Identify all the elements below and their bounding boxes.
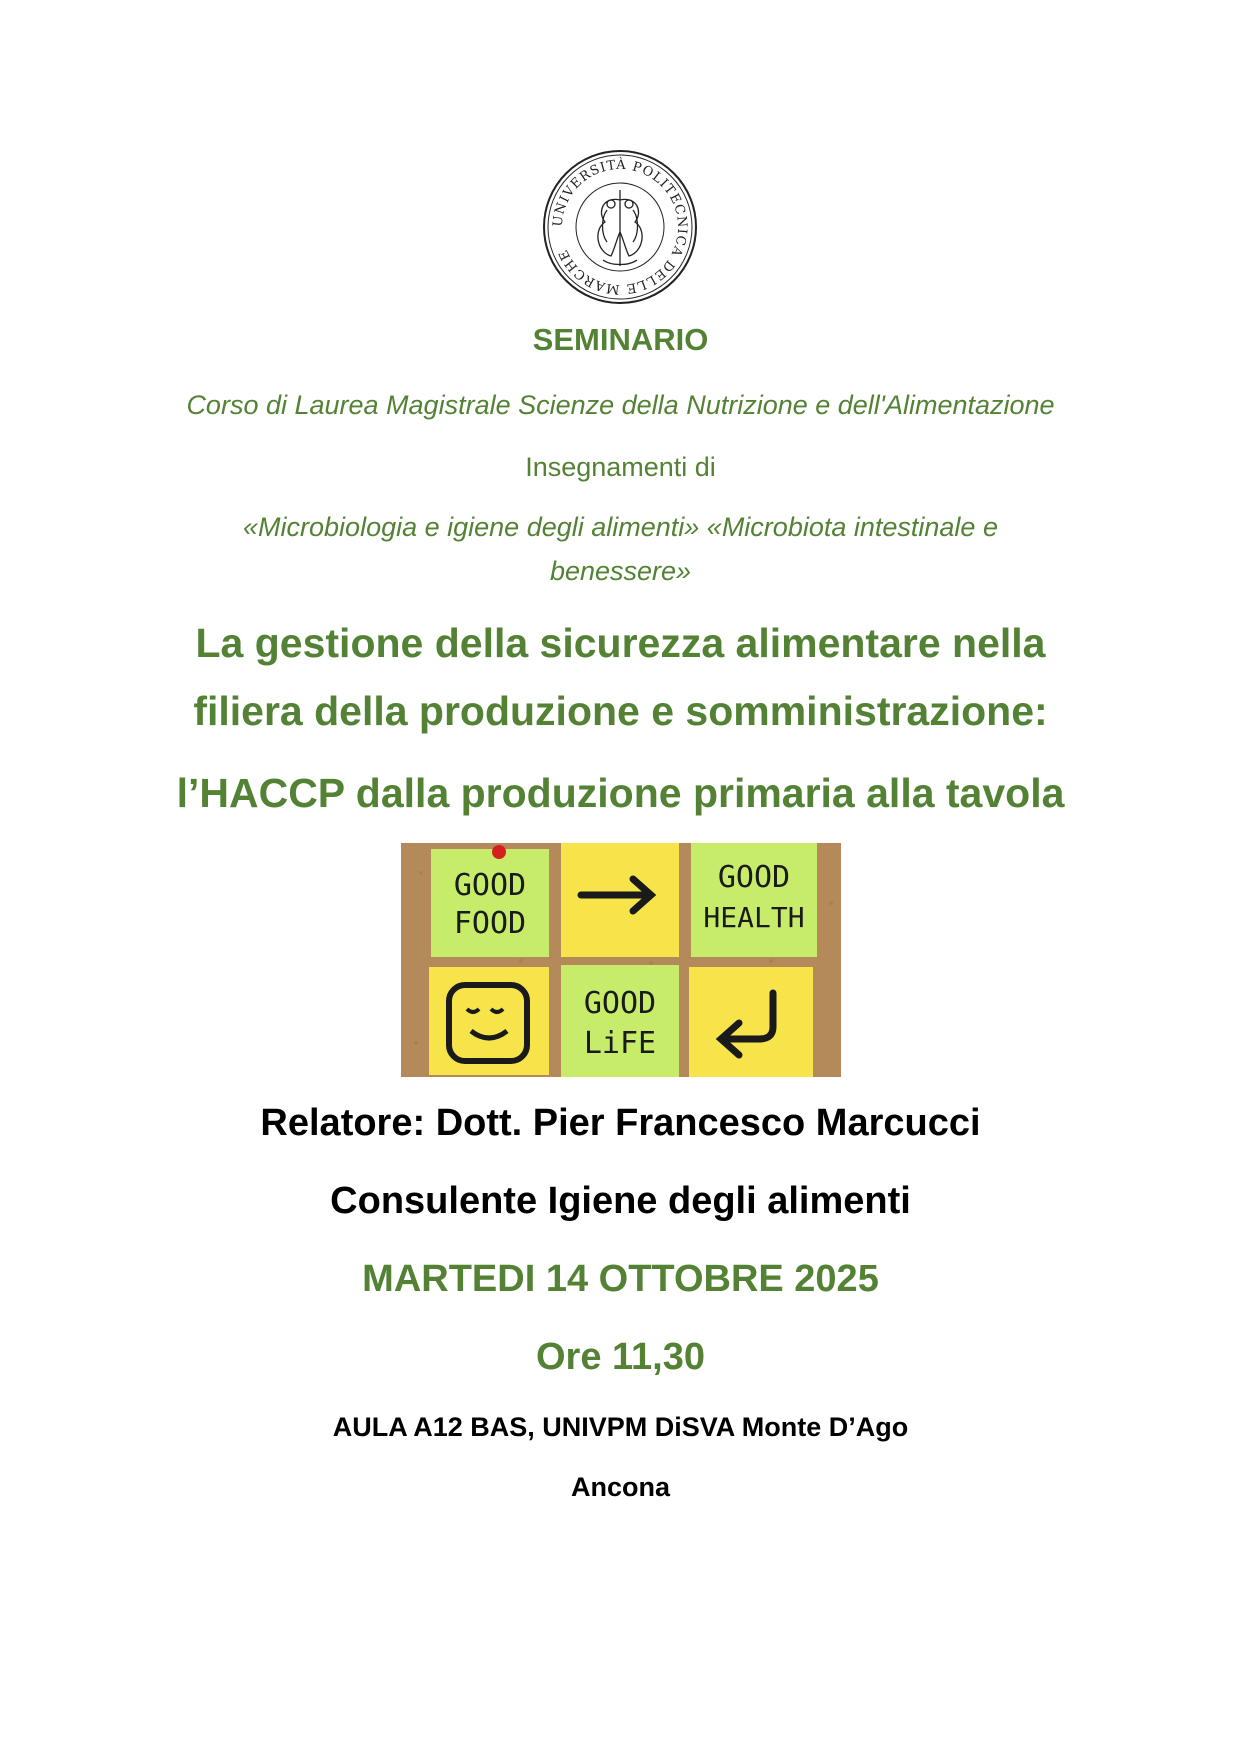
speaker-name: Relatore: Dott. Pier Francesco Marcucci xyxy=(260,1102,981,1144)
teachings-intro: Insegnamenti di xyxy=(525,452,716,482)
event-date: MARTEDI 14 OTTOBRE 2025 xyxy=(362,1258,879,1300)
teachings-line-1: «Microbiologia e igiene degli alimenti» «Microbiota intestinale e xyxy=(243,512,998,542)
note-arrow-return xyxy=(689,967,813,1077)
svg-text:GOOD: GOOD xyxy=(717,860,791,895)
title-line-2: filiera della produzione e somministrazione: xyxy=(193,688,1048,734)
svg-text:GOOD: GOOD xyxy=(583,986,657,1021)
event-city: Ancona xyxy=(570,1472,670,1502)
event-type: SEMINARIO xyxy=(532,322,709,357)
title-line-1: La gestione della sicurezza alimentare nella xyxy=(195,620,1046,666)
svg-text:LiFE: LiFE xyxy=(583,1026,657,1061)
teachings-line-2: benessere» xyxy=(549,556,692,586)
note-good-food xyxy=(431,845,549,957)
course-name: Corso di Laurea Magistrale Scienze della Nutrizione e dell'Alimentazione xyxy=(186,390,1055,420)
event-location: AULA A12 BAS, UNIVPM DiSVA Monte D’Ago xyxy=(332,1412,909,1442)
note-arrow-right xyxy=(561,843,679,957)
speaker-role: Consulente Igiene degli alimenti xyxy=(330,1180,911,1222)
pushpin-icon xyxy=(492,845,506,859)
university-seal-icon xyxy=(541,148,699,306)
note-smiley xyxy=(429,967,549,1075)
svg-text:GOOD: GOOD xyxy=(453,868,527,903)
svg-text:FOOD: FOOD xyxy=(453,906,527,941)
seal-ring-text: UNIVERSITÀ POLITECNICA DELLE MARCHE xyxy=(550,157,690,297)
note-good-health xyxy=(691,843,817,957)
title-line-3: l’HACCP dalla produzione primaria alla tavola xyxy=(176,770,1065,816)
event-time: Ore 11,30 xyxy=(535,1336,706,1378)
sticky-notes-image xyxy=(401,843,841,1077)
svg-text:HEALTH: HEALTH xyxy=(703,901,805,934)
note-good-life xyxy=(561,965,679,1077)
